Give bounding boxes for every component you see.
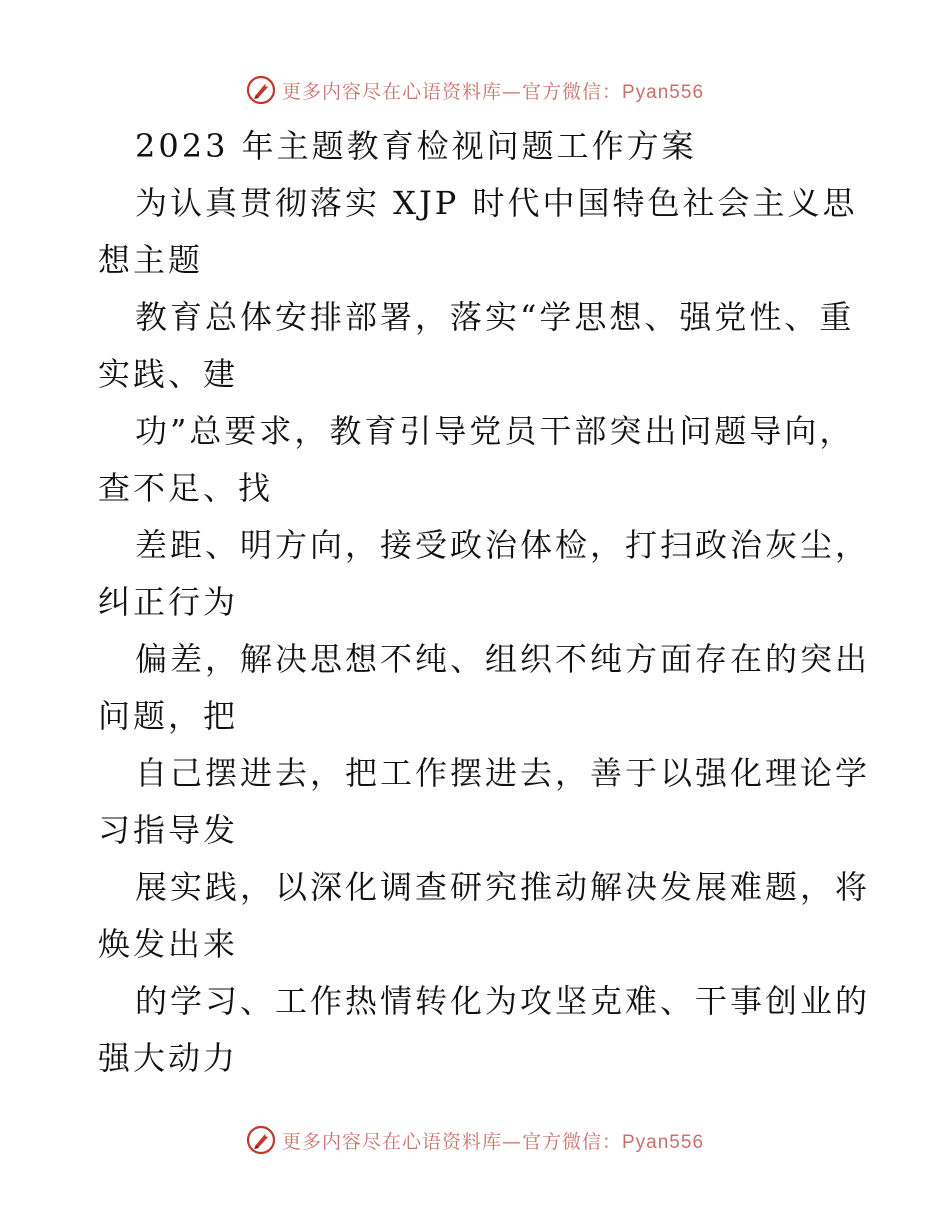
text-line: 差距、明方向，接受政治体检，打扫政治灰尘，: [135, 526, 871, 564]
pen-nib-logo-icon: [246, 75, 276, 105]
footer-banner: [0, 1120, 950, 1160]
pen-nib-logo-icon: [246, 1125, 276, 1155]
text-line: 强大动力: [98, 1039, 239, 1077]
document-body: [98, 118, 871, 1087]
text-line: 偏差，解决思想不纯、组织不纯方面存在的突出: [135, 640, 871, 678]
text-line: 查不足、找: [98, 469, 274, 507]
text-line: 问题，把: [98, 697, 239, 735]
text-line: 功”总要求，教育引导党员干部突出问题导向，: [135, 412, 855, 450]
banner-text: 更多内容尽在心语资料库—官方微信：Pyan556: [281, 1130, 705, 1153]
text-line: 实践、建: [98, 355, 239, 393]
text-line: 焕发出来: [98, 925, 239, 963]
header-banner: [0, 70, 950, 110]
text-line: 习指导发: [98, 811, 239, 849]
text-line: 纠正行为: [98, 583, 239, 621]
text-line: 的学习、工作热情转化为攻坚克难、干事创业的: [135, 982, 871, 1020]
text-line: 想主题: [98, 241, 204, 279]
text-line: 为认真贯彻落实 XJP 时代中国特色社会主义思: [135, 184, 858, 222]
wechat-id: Pyan556: [622, 1131, 705, 1153]
banner-text: 更多内容尽在心语资料库—官方微信：Pyan556: [281, 80, 705, 103]
text-line: 展实践，以深化调查研究推动解决发展难题，将: [135, 868, 871, 906]
paragraph-lines: [98, 175, 871, 1087]
document-title: 2023 年主题教育检视问题工作方案: [135, 127, 697, 165]
text-line: 教育总体安排部署，落实“学思想、强党性、重: [135, 298, 855, 336]
wechat-id: Pyan556: [622, 81, 705, 103]
text-line: 自己摆进去，把工作摆进去，善于以强化理论学: [135, 754, 871, 792]
